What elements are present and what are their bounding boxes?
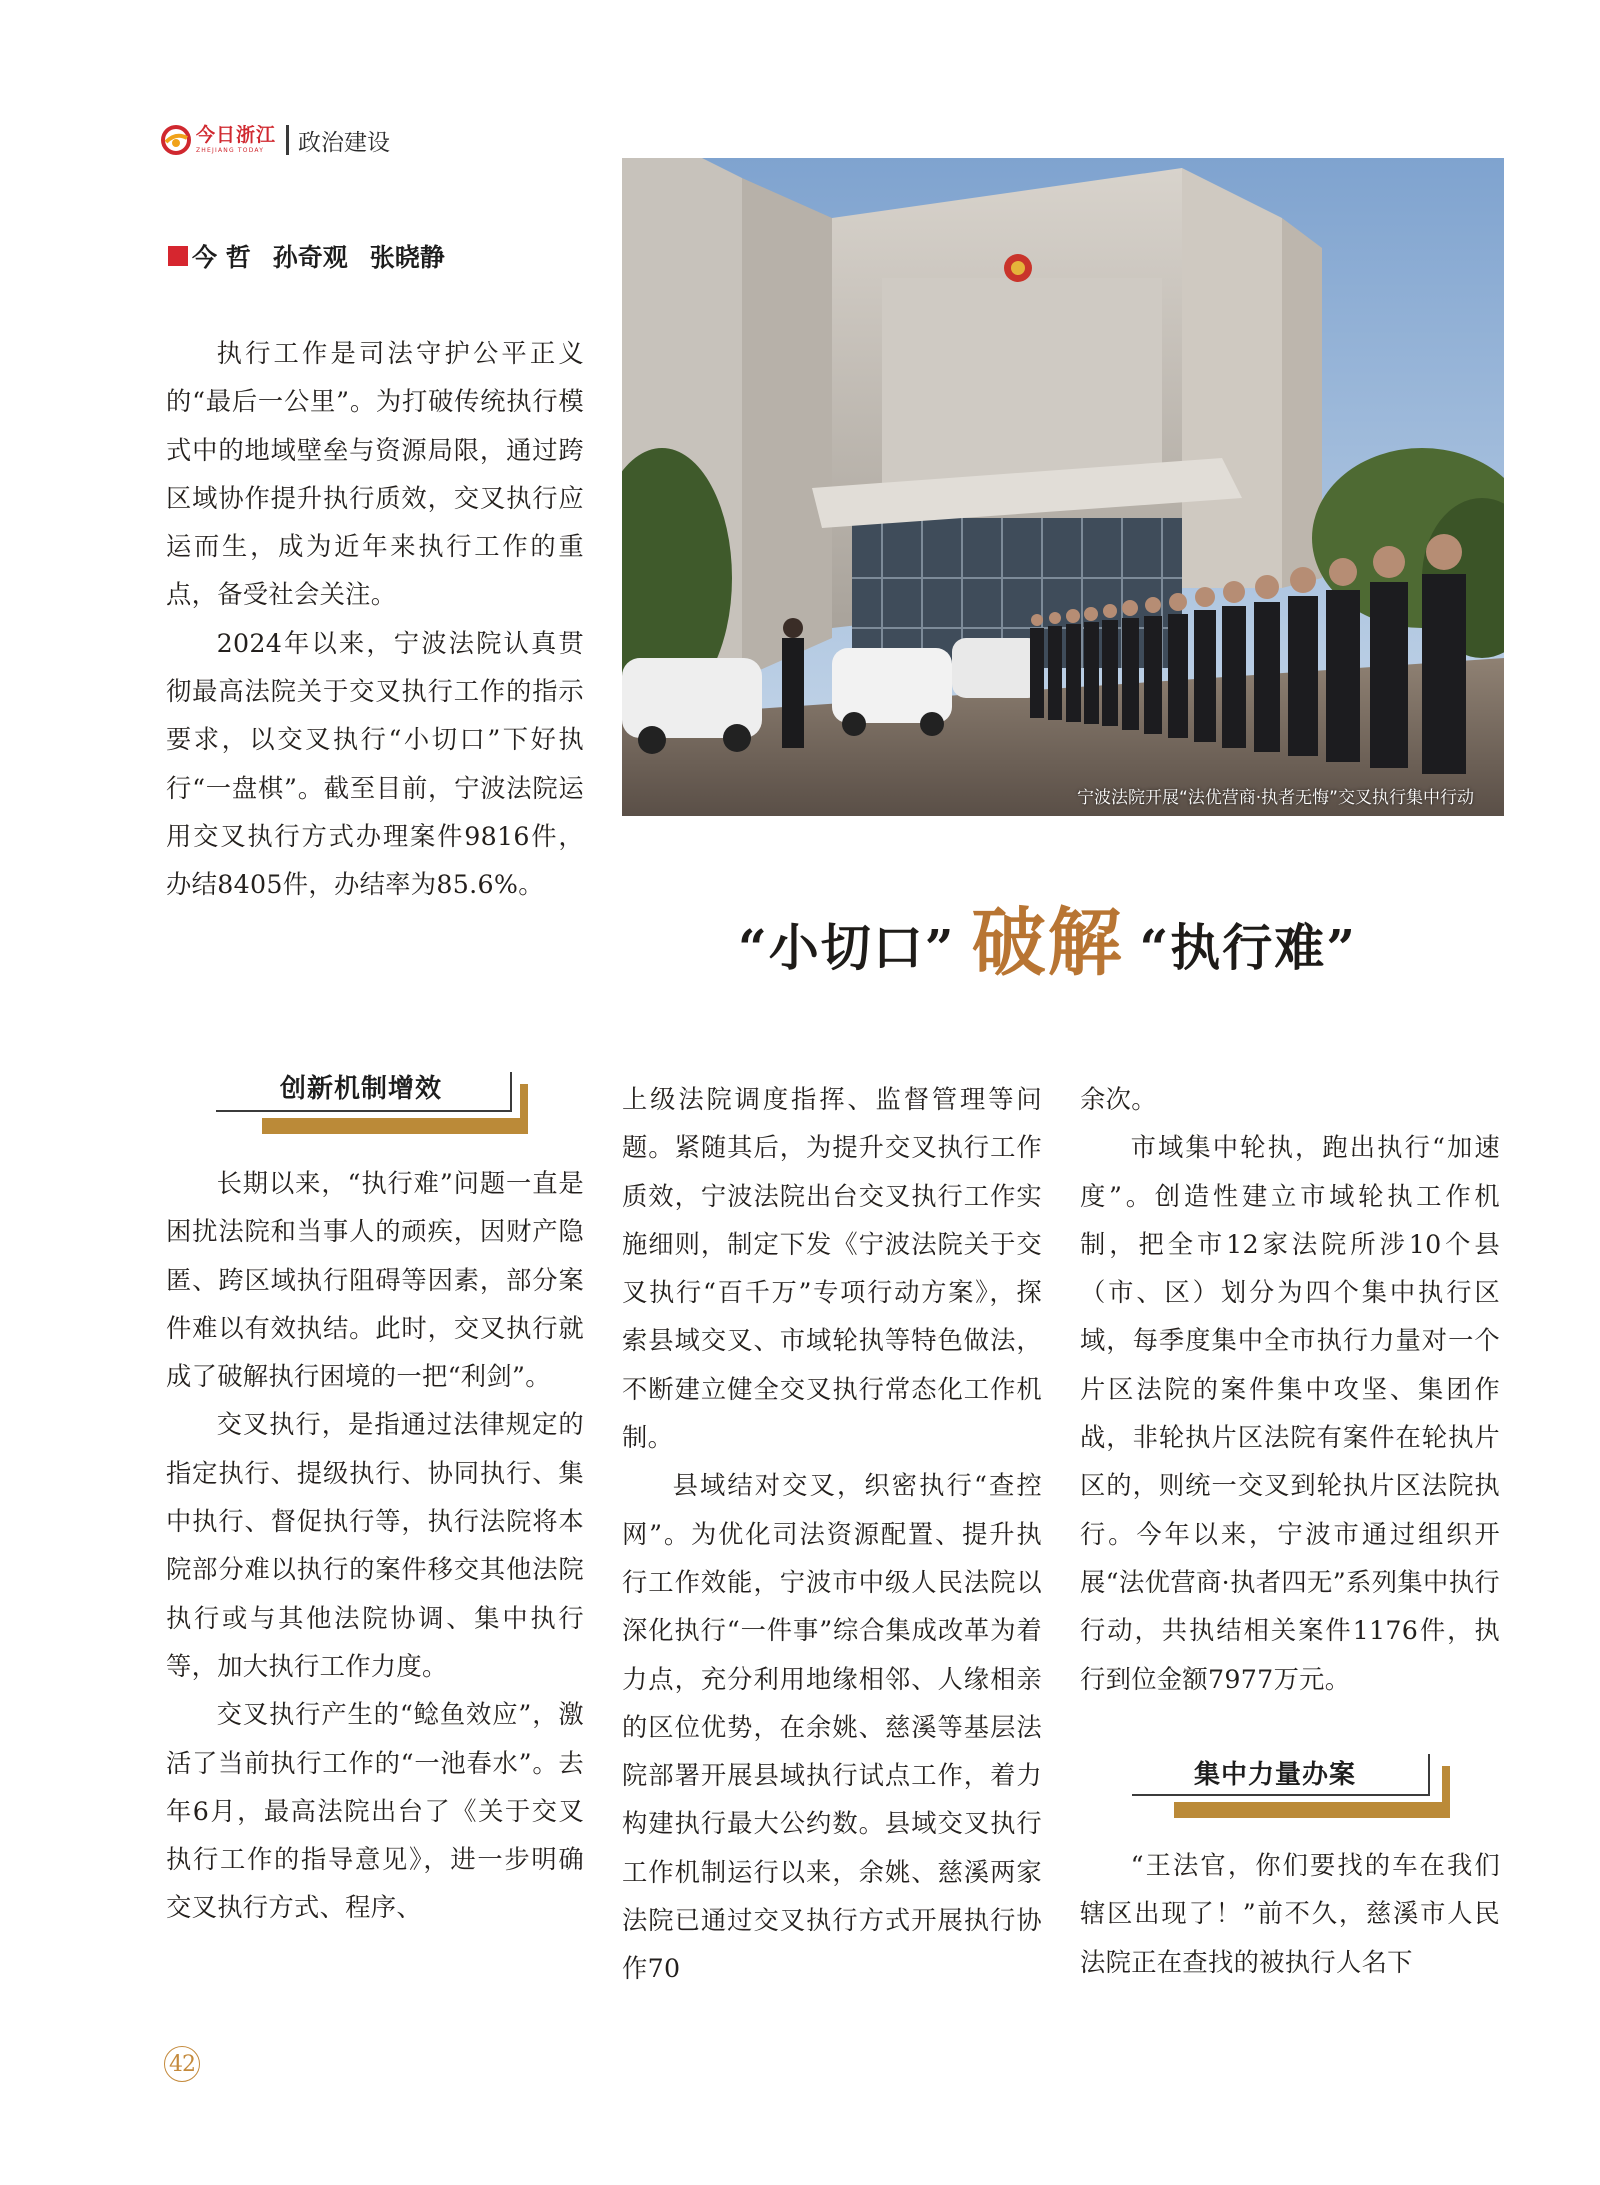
author-name: 孙奇观 — [272, 243, 348, 272]
body-paragraph: 县域结对交叉，织密执行“查控网”。为优化司法资源配置、提升执行工作效能，宁波市中级人民法院以深化执行“一件事”综合集成改革为着力点，充分利用地缘相邻、人缘相亲的区位优势，在余姚、慈溪等基层法院部署开展县域执行试点工作，着力构建执行最大公约数。县域交叉执行工作机制运行以来，余姚、慈溪两家法院已通过交叉执行方式开展执行协作70 — [622, 1471, 1042, 1984]
logo-english: ZHEJIANG TODAY — [196, 147, 265, 154]
column-2 — [622, 1076, 1042, 1994]
body-paragraph: “王法官，你们要找的车在我们辖区出现了！”前不久，慈溪市人民法院正在查找的被执行人名下 — [1080, 1851, 1500, 1977]
section-heading-label: 集中力量办案 — [1194, 1760, 1357, 1790]
body-paragraph: 交叉执行，是指通过法律规定的指定执行、提级执行、协同执行、集中执行、督促执行等，执行法院将本院部分难以执行的案件移交其他法院执行或与其他法院协调、集中执行等，加大执行工作力度。 — [166, 1410, 584, 1681]
logo-text — [196, 126, 276, 154]
court-photo — [622, 158, 1504, 816]
body-paragraph: 市域集中轮执，跑出执行“加速度”。创造性建立市域轮执工作机制，把全市12家法院所涉10个县（市、区）划分为四个集中执行区域，每季度集中全市执行力量对一个片区法院的案件集中攻坚、集团作战，非轮执片区法院有案件在轮执片区的，则统一交叉到轮执片区法院执行。今年以来，宁波市通过组织开展“法优营商·执者四无”系列集中执行行动，共执结相关案件1176件，执行到位金额7977万元。 — [1080, 1133, 1500, 1694]
title-left: “小切口” — [738, 918, 956, 977]
court-building-photo-icon — [622, 158, 1504, 816]
lead-text — [166, 330, 584, 910]
body-paragraph: 余次。 — [1080, 1085, 1157, 1114]
body-paragraph: 上级法院调度指挥、监督管理等问题。紧随其后，为提升交叉执行工作质效，宁波法院出台交叉执行工作实施细则，制定下发《宁波法院关于交叉执行“百千万”专项行动方案》，探索县域交叉、市域轮执等特色做法，不断建立健全交叉执行常态化工作机制。 — [622, 1085, 1042, 1453]
section-heading — [1132, 1752, 1450, 1822]
title-right: “执行难” — [1139, 918, 1358, 977]
author-name: 今 哲 — [192, 243, 251, 272]
zhejiang-today-logo-icon — [160, 124, 192, 156]
byline — [168, 238, 445, 274]
lead-paragraph: 2024年以来，宁波法院认真贯彻最高法院关于交叉执行工作的指示要求，以交叉执行“小切口”下好执行“一盘棋”。截至目前，宁波法院运用交叉执行方式办理案件9816件，办结8405件，办结率为85.6%。 — [166, 628, 584, 900]
article-title — [738, 900, 1358, 986]
byline-marker-icon — [168, 246, 188, 266]
section-name: 政治建设 — [298, 129, 391, 156]
body-paragraph: 长期以来，“执行难”问题一直是困扰法院和当事人的顽疾，因财产隐匿、跨区域执行阻碍等因素，部分案件难以有效执结。此时，交叉执行就成了破解执行困境的一把“利剑”。 — [166, 1169, 584, 1392]
title-accent: 破解 — [971, 900, 1124, 986]
header-divider — [286, 125, 289, 155]
column-1 — [166, 1160, 584, 1933]
logo-chinese: 今日浙江 — [196, 124, 277, 146]
page-number: 42 — [164, 2046, 200, 2082]
lead-paragraph: 执行工作是司法守护公平正义的“最后一公里”。为打破传统执行模式中的地域壁垒与资源局限，通过跨区域协作提升执行质效，交叉执行应运而生，成为近年来执行工作的重点，备受社会关注。 — [166, 339, 584, 610]
column-3-continued — [1080, 1842, 1500, 1987]
photo-caption: 宁波法院开展“法优营商·执者无悔”交叉执行集中行动 — [1076, 788, 1474, 808]
masthead — [160, 120, 390, 160]
body-paragraph: 交叉执行产生的“鲶鱼效应”，激活了当前执行工作的“一池春水”。去年6月，最高法院出台了《关于交叉执行工作的指导意见》，进一步明确交叉执行方式、程序、 — [166, 1700, 584, 1923]
section-heading-label: 创新机制增效 — [280, 1074, 443, 1104]
section-heading — [216, 1064, 528, 1134]
author-name: 张晓静 — [369, 243, 445, 272]
column-3 — [1080, 1076, 1500, 1704]
